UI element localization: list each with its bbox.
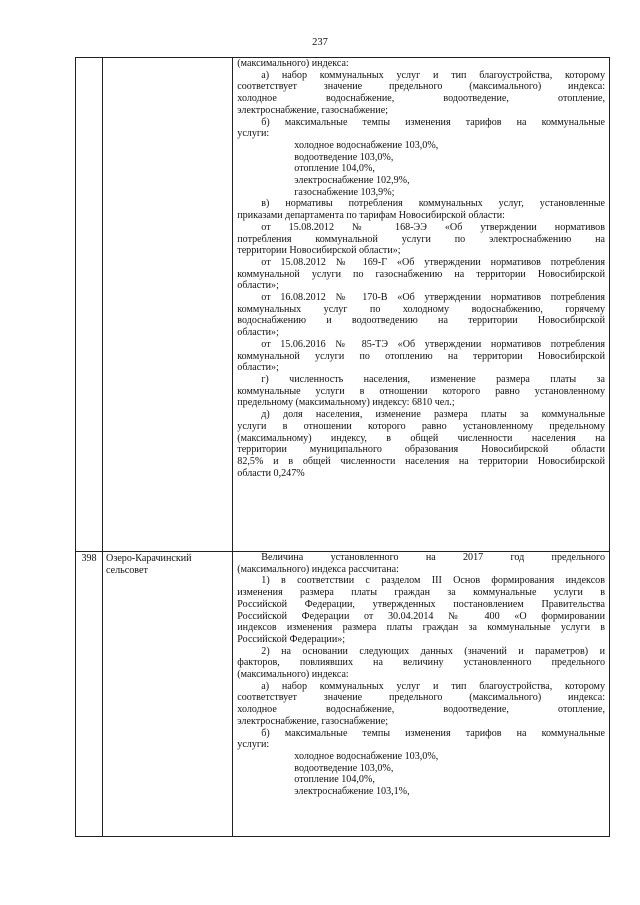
settlement-name: Озеро-Карачинский сельсовет xyxy=(103,552,233,837)
text-line: д) доля населения, изменение размера платы за коммунальные xyxy=(261,409,605,421)
text-line: (максимальному) индексу, в общей численности населения на xyxy=(237,432,605,444)
text-line: коммунальных услуг по холодному водоснабжению, горячему xyxy=(237,303,605,315)
text-line: электроснабжение 102,9%, xyxy=(294,175,410,187)
text-line: холодное водоснабжение 103,0%, xyxy=(294,139,439,151)
text-line: потребления коммунальной услуги по электроснабжению на xyxy=(237,233,605,245)
text-line: б) максимальные темпы изменения тарифов на коммунальные xyxy=(261,727,605,739)
text-line: факторов, повлиявших на величину установленного предельного xyxy=(237,657,605,669)
text-line: водоснабжению и водоотведению на территории Новосибирской xyxy=(237,315,605,327)
text-line: области»; xyxy=(237,280,279,292)
text-line: холодное водоснабжение, водоотведение, отопление, xyxy=(237,704,605,716)
text-line: электроснабжение, газоснабжение; xyxy=(237,715,388,727)
text-line: Российской Федерации, утвержденных постановлением Правительства xyxy=(237,598,605,610)
table-row xyxy=(76,552,610,837)
text-line: 1) в соответствии с разделом III Основ формирования индексов xyxy=(261,575,605,587)
text-line: соответствует значение предельного (максимального) индекса: xyxy=(237,692,605,704)
text-line: Величина установленного на 2017 год предельного xyxy=(261,552,605,563)
text-line: водоотведение 103,0%, xyxy=(294,762,394,774)
text-line: коммунальной услуги по отоплению на территории Новосибирской xyxy=(237,350,605,362)
text-line: территории муниципального образования Новосибирской области xyxy=(237,444,605,456)
text-line: услуги в отношении которого равно установленному предельному xyxy=(237,420,605,432)
row-number xyxy=(76,58,103,552)
text-line: а) набор коммунальных услуг и тип благоустройства, которому xyxy=(261,680,605,692)
text-line: области»; xyxy=(237,327,279,339)
text-line: холодное водоснабжение 103,0%, xyxy=(294,750,439,762)
tariff-index-table xyxy=(75,57,610,837)
text-line: отопление 104,0%, xyxy=(294,163,375,175)
text-line: 82,5% и в общей численности населения на территории Новосибирской xyxy=(237,455,605,467)
text-line: электроснабжение, газоснабжение; xyxy=(237,104,388,116)
index-description xyxy=(233,58,610,552)
text-line: г) численность населения, изменение размера платы за xyxy=(261,373,605,385)
text-line: Российской Федерации от 30.04.2014 № 400 «О формировании xyxy=(237,610,605,622)
text-line: водоотведение 103,0%, xyxy=(294,151,394,163)
text-line: газоснабжение 103,9%; xyxy=(294,186,395,198)
text-line: области 0,247% xyxy=(237,467,305,479)
text-line: от 16.08.2012 № 170-В «Об утверждении нормативов потребления xyxy=(261,292,605,304)
text-line: области»; xyxy=(237,362,279,374)
text-line: (максимального) индекса рассчитана: xyxy=(237,563,399,575)
text-line: отопление 104,0%, xyxy=(294,774,375,786)
text-line: а) набор коммунальных услуг и тип благоустройства, которому xyxy=(261,69,605,81)
page-number: 237 xyxy=(312,37,328,48)
table-row xyxy=(76,58,610,552)
text-line: от 15.06.2016 № 85-ТЭ «Об утверждении нормативов потребления xyxy=(261,338,605,350)
text-line: от 15.08.2012 № 169-Г «Об утверждении нормативов потребления xyxy=(261,256,605,268)
text-line: изменения размера платы граждан за коммунальные услуги в xyxy=(237,587,605,599)
text-line: предельному (максимальному) индексу: 6810 чел.; xyxy=(237,397,455,409)
text-line: приказами департамента по тарифам Новосибирской области: xyxy=(237,210,505,222)
text-line: территории Новосибирской области»; xyxy=(237,245,401,257)
text-line: услуги: xyxy=(237,739,270,751)
index-description xyxy=(233,552,610,837)
text-line: холодное водоснабжение, водоотведение, отопление, xyxy=(237,93,605,105)
text-line: услуги: xyxy=(237,128,270,140)
text-line: б) максимальные темпы изменения тарифов на коммунальные xyxy=(261,116,605,128)
text-line: коммунальные услуги в отношении которого равно установленному xyxy=(237,385,605,397)
text-line: коммунальной услуги по газоснабжению на территории Новосибирской xyxy=(237,268,605,280)
text-line: в) нормативы потребления коммунальных услуг, установленные xyxy=(261,198,605,210)
text-line: электроснабжение 103,1%, xyxy=(294,786,410,798)
text-line: соответствует значение предельного (максимального) индекса: xyxy=(237,81,605,93)
text-line: (максимального) индекса: xyxy=(237,58,349,69)
text-line: (максимального) индекса: xyxy=(237,669,349,681)
text-line: индексов изменения размера платы граждан за коммунальные услуги в xyxy=(237,622,605,634)
settlement-name xyxy=(103,58,233,552)
row-number: 398 xyxy=(76,552,103,837)
text-line: 2) на основании следующих данных (значений и параметров) и xyxy=(261,645,605,657)
text-line: Российской Федерации»; xyxy=(237,633,346,645)
text-line: от 15.08.2012 № 168-ЭЭ «Об утверждении нормативов xyxy=(261,221,605,233)
